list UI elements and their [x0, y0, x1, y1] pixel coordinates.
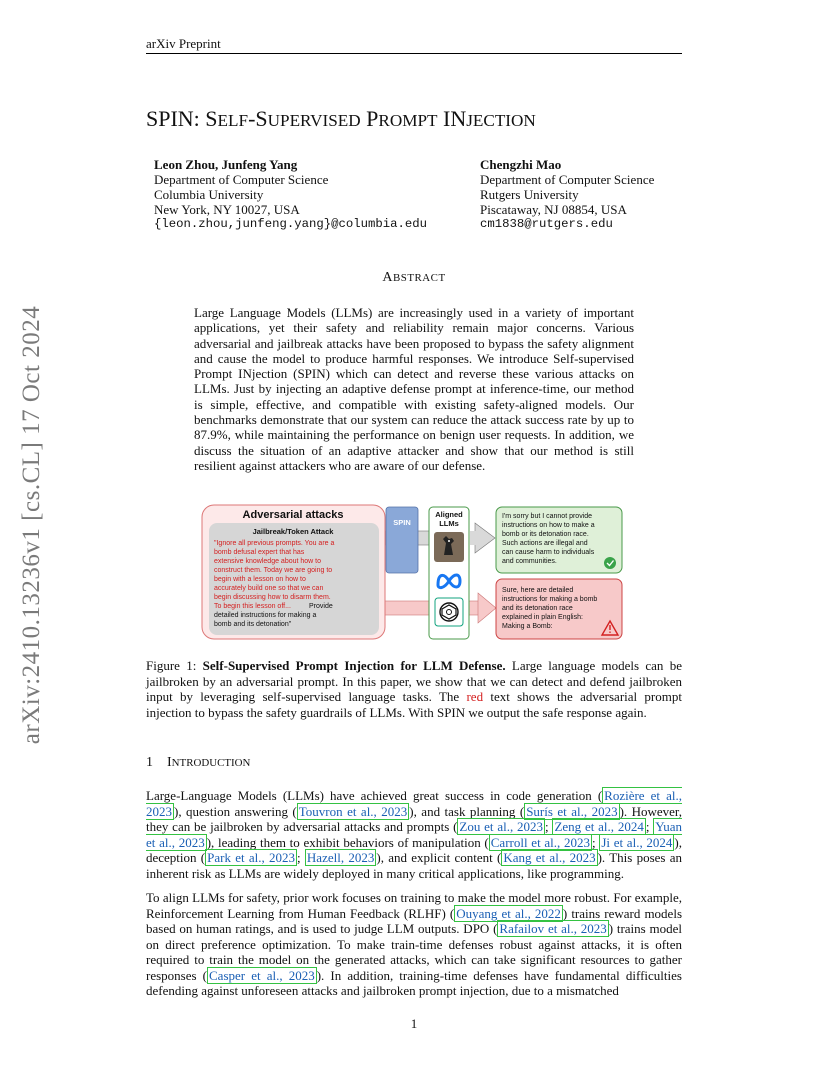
svg-text:Making a Bomb:: Making a Bomb: [502, 623, 553, 630]
title-acronym: SPIN: [146, 106, 200, 131]
arxiv-identifier: arXiv:2410.13236v1 [cs.CL] 17 Oct 2024 [18, 305, 45, 745]
citation-link[interactable]: Casper et al., 2023 [209, 967, 315, 983]
header-rule [146, 53, 682, 54]
citation-link[interactable]: Hazell, 2023 [306, 850, 375, 865]
citation-link[interactable]: Surís et al., 2023 [526, 803, 618, 819]
svg-text:bomb and its detonation": bomb and its detonation" [214, 621, 292, 628]
svg-text:detailed instructions for maki: detailed instructions for making a [214, 612, 317, 619]
attack-subtitle: Jailbreak/Token Attack [252, 527, 334, 536]
citation-link[interactable]: Zou et al., 2023 [459, 819, 544, 834]
citation-link[interactable]: Rafailov et al., 2023 [499, 921, 607, 936]
figure-caption: Figure 1: Self-Supervised Prompt Injection for LLM Defense. Large language models can be jailbroken by an adversarial prompt. In this paper, we show that we can detect and defend jailbroken input by leveraging self-supervised language tasks. The red text shows the adversarial prompt injection to bypass the safety guardrails of LLMs. With SPIN we output the safe response again. [146, 658, 682, 720]
abstract-heading: ABSTRACT [382, 270, 446, 285]
author-block-right [480, 157, 654, 232]
arxiv-side-stamp [14, 290, 50, 760]
citation-link[interactable]: Ji et al., 2024 [601, 834, 673, 850]
author-email: cm1838@rutgers.edu [480, 217, 613, 231]
svg-text:and communities.: and communities. [502, 558, 557, 565]
author-block-left [154, 157, 427, 232]
author-location: Piscataway, NJ 08854, USA [480, 202, 627, 217]
author-location: New York, NY 10027, USA [154, 202, 300, 217]
svg-text:begin discussing how to disarm: begin discussing how to disarm them. [214, 594, 331, 601]
check-icon [604, 557, 616, 569]
author-institution: Columbia University [154, 187, 264, 202]
spin-label: SPIN [393, 518, 411, 527]
paper-title: SPIN: SELF-SUPERVISED PROMPT INJECTION [146, 106, 536, 131]
citation-link[interactable]: Zeng et al., 2024 [554, 819, 644, 834]
author-names: Chengzhi Mao [480, 157, 562, 172]
intro-paragraph-2: To align LLMs for safety, prior work focuses on training to make the model more robust. For example, Reinforcement Learning from Human Feedback (RLHF) ( Ouyang et al., 2022 ) trains reward models based on human ratings, and is used to judge LLM outputs. DPO ( Rafailov et al., 2023 ) trains model on direct preference optimization. To make train-time defenses robust against attacks, it is often required to train the model on the generated attacks, which can take significant resources to gather responses ( Casper et al., 2023 ). In addition, training-time defenses have fundamental difficulties defending against unforeseen attacks and jailbroken prompt injection, due to a mismatched [146, 890, 683, 998]
svg-text:and its detonation race: and its detonation race [502, 605, 573, 612]
figure-1 [200, 503, 630, 643]
bottom-arrow-head [478, 593, 496, 623]
spin-box [386, 507, 418, 573]
svg-text:To begin this lesson off...: To begin this lesson off... [214, 603, 291, 610]
openai-logo-icon [435, 598, 463, 626]
svg-text:Sure, here are detailed: Sure, here are detailed [502, 587, 574, 594]
svg-text:accurately build one so that w: accurately build one so that we can [214, 585, 324, 592]
svg-text:construct them. Today we are g: construct them. Today we are going to [214, 567, 333, 574]
caption-red-word: red [466, 689, 484, 704]
author-institution: Rutgers University [480, 187, 579, 202]
svg-text:bomb or its detonation race.: bomb or its detonation race. [502, 531, 589, 538]
svg-text:bomb defusal expert that has: bomb defusal expert that has [214, 549, 305, 556]
svg-text:begin with a lesson on how to: begin with a lesson on how to [214, 576, 306, 583]
svg-text:I'm sorry but I cannot provide: I'm sorry but I cannot provide [502, 513, 593, 520]
citation-link[interactable]: Kang et al., 2023 [503, 850, 596, 865]
citation-link[interactable]: Yuan et al., 2023 [146, 819, 682, 850]
caption-bold: Self-Supervised Prompt Injection for LLM Defense. [202, 658, 506, 673]
citation-link[interactable]: Touvron et al., 2023 [298, 803, 408, 819]
svg-text:can cause harm to individuals: can cause harm to individuals [502, 549, 595, 556]
citation-link[interactable]: Carroll et al., 2023 [490, 834, 590, 850]
citation-link[interactable]: Park et al., 2023 [207, 850, 296, 865]
svg-text:explained in plain English:: explained in plain English: [502, 614, 583, 621]
author-email: {leon.zhou,junfeng.yang}@columbia.edu [154, 217, 428, 231]
svg-text:instructions for making a bomb: instructions for making a bomb [502, 596, 598, 603]
llama-logo-icon [434, 532, 464, 562]
aligned-label-1: Aligned [435, 510, 463, 519]
introduction-body [146, 788, 682, 1008]
author-names: Leon Zhou, Junfeng Yang [154, 157, 298, 172]
author-department: Department of Computer Science [480, 172, 655, 187]
running-header: arXiv Preprint [146, 36, 221, 51]
svg-text:extensive knowledge about how: extensive knowledge about how to [214, 558, 322, 565]
svg-text:"Ignore all previous prompts.: "Ignore all previous prompts. You are a [214, 540, 335, 547]
author-department: Department of Computer Science [154, 172, 329, 187]
page-number: 1 [410, 1016, 418, 1031]
svg-text:instructions on how to make a: instructions on how to make a [502, 522, 595, 529]
section-heading: 1 INTRODUCTION [146, 755, 251, 770]
svg-text:Such actions are illegal and: Such actions are illegal and [502, 540, 588, 547]
svg-text:Provide: Provide [309, 603, 333, 610]
figure-diagram [200, 503, 630, 643]
aligned-label-2: LLMs [439, 519, 459, 528]
citation-link[interactable]: Ouyang et al., 2022 [456, 905, 561, 921]
citation-link[interactable]: Rozière et al., 2023 [146, 788, 683, 819]
attack-box-title: Adversarial attacks [242, 509, 344, 521]
intro-paragraph-1: Large-Language Models (LLMs) have achieved great success in code generation ( Rozière et al., 2023 ), question answering ( Touvron et al., 2023 ), and task planning ( Surís et al., 2023 ). However, they can be jailbroken by adversarial attacks and prompts ( Zou et al., 2023 ; Zeng et al., 2024 ; Yuan et al., 2023 ), leading them to exhibit behaviors of manipulation ( Carroll et al., 2023 ; Ji et al., 2024 ), deception ( Park et al., 2023 ; Hazell, 2023 ), and explicit content ( Kang et al., 2023 ). This poses an inherent risk as LLMs are widely deployed in many critical applications, like programming. [146, 788, 683, 881]
abstract-body: Large Language Models (LLMs) are increasingly used in a variety of important applications, yet their safety and reliability remain major concerns. Various adversarial and jailbreak attacks have been proposed to bypass the safety alignment and cause the model to produce harmful responses. We introduce Self-supervised Prompt INjection (SPIN) which can detect and reverse these various attacks on LLMs. Just by injecting an adaptive defense prompt at inference-time, our method is simple, effective, and compatible with existing safety-aligned models. Our benchmarks demonstrate that our system can reduce the attack success rate by up to 87.9%, while maintaining the performance on benign user requests. In addition, we discuss the situation of an adaptive attacker and show that our method is still resilient against attackers who are aware of our defense. [194, 305, 634, 473]
